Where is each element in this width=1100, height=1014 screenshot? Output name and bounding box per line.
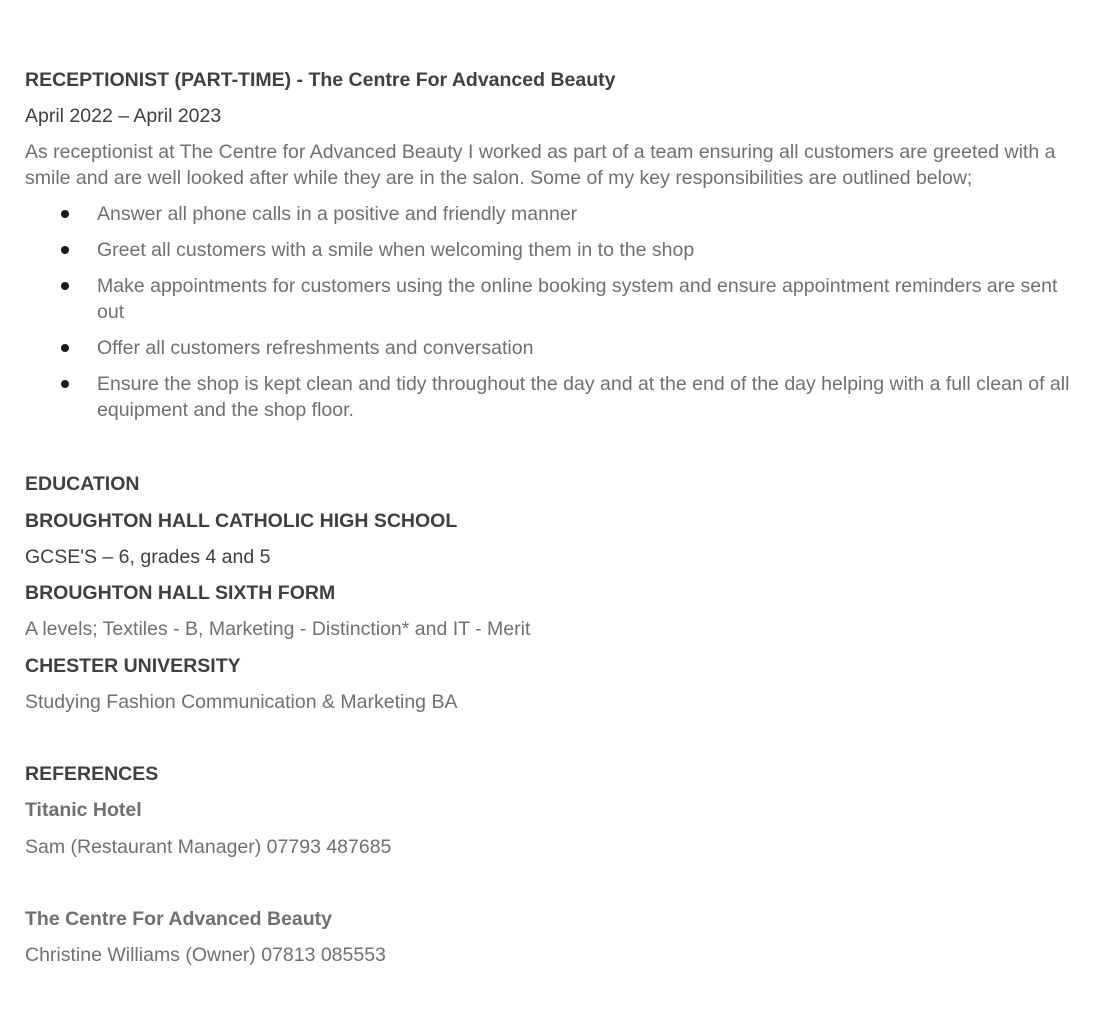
job-title: RECEPTIONIST (PART-TIME) - The Centre For Advanced Beauty xyxy=(25,69,616,91)
school-detail: Studying Fashion Communication & Marketing BA xyxy=(25,691,458,713)
responsibility-text: Make appointments for customers using the online booking system and ensure appointment reminders are sent out xyxy=(97,275,1058,323)
reference-contact: Christine Williams (Owner) 07813 085553 xyxy=(25,944,386,966)
school-detail: GCSE'S – 6, grades 4 and 5 xyxy=(25,546,271,568)
reference-org: Titanic Hotel xyxy=(25,799,142,821)
list-item xyxy=(0,237,1077,263)
job-dates: April 2022 – April 2023 xyxy=(25,105,222,127)
school-name: CHESTER UNIVERSITY xyxy=(25,655,241,677)
responsibility-text: Greet all customers with a smile when welcoming them in to the shop xyxy=(97,239,695,261)
references-heading: REFERENCES xyxy=(25,763,159,785)
school-name: BROUGHTON HALL SIXTH FORM xyxy=(25,582,336,604)
bullet-icon xyxy=(61,344,69,352)
responsibility-text: Offer all customers refreshments and conversation xyxy=(97,337,534,359)
bullet-icon xyxy=(61,380,69,388)
school-detail: A levels; Textiles - B, Marketing - Distinction* and IT - Merit xyxy=(25,618,531,640)
responsibility-text: Answer all phone calls in a positive and friendly manner xyxy=(97,203,578,225)
bullet-icon xyxy=(61,210,69,218)
responsibilities-list xyxy=(0,201,1100,433)
reference-org: The Centre For Advanced Beauty xyxy=(25,908,333,930)
list-item xyxy=(0,335,1077,361)
bullet-icon xyxy=(61,282,69,290)
responsibility-text: Ensure the shop is kept clean and tidy throughout the day and at the end of the day helping with a full clean of all equipment and the shop floor. xyxy=(97,373,1070,421)
school-name: BROUGHTON HALL CATHOLIC HIGH SCHOOL xyxy=(25,510,458,532)
list-item xyxy=(0,201,1077,227)
list-item xyxy=(0,273,1077,325)
job-description: As receptionist at The Centre for Advanced Beauty I worked as part of a team ensuring all customers are greeted with a smile and are well looked after while they are in the salon. Some of my key responsibilities are outlined below; xyxy=(25,141,1056,189)
list-item xyxy=(0,371,1077,423)
bullet-icon xyxy=(61,246,69,254)
reference-contact: Sam (Restaurant Manager) 07793 487685 xyxy=(25,836,392,858)
education-heading: EDUCATION xyxy=(25,473,140,495)
